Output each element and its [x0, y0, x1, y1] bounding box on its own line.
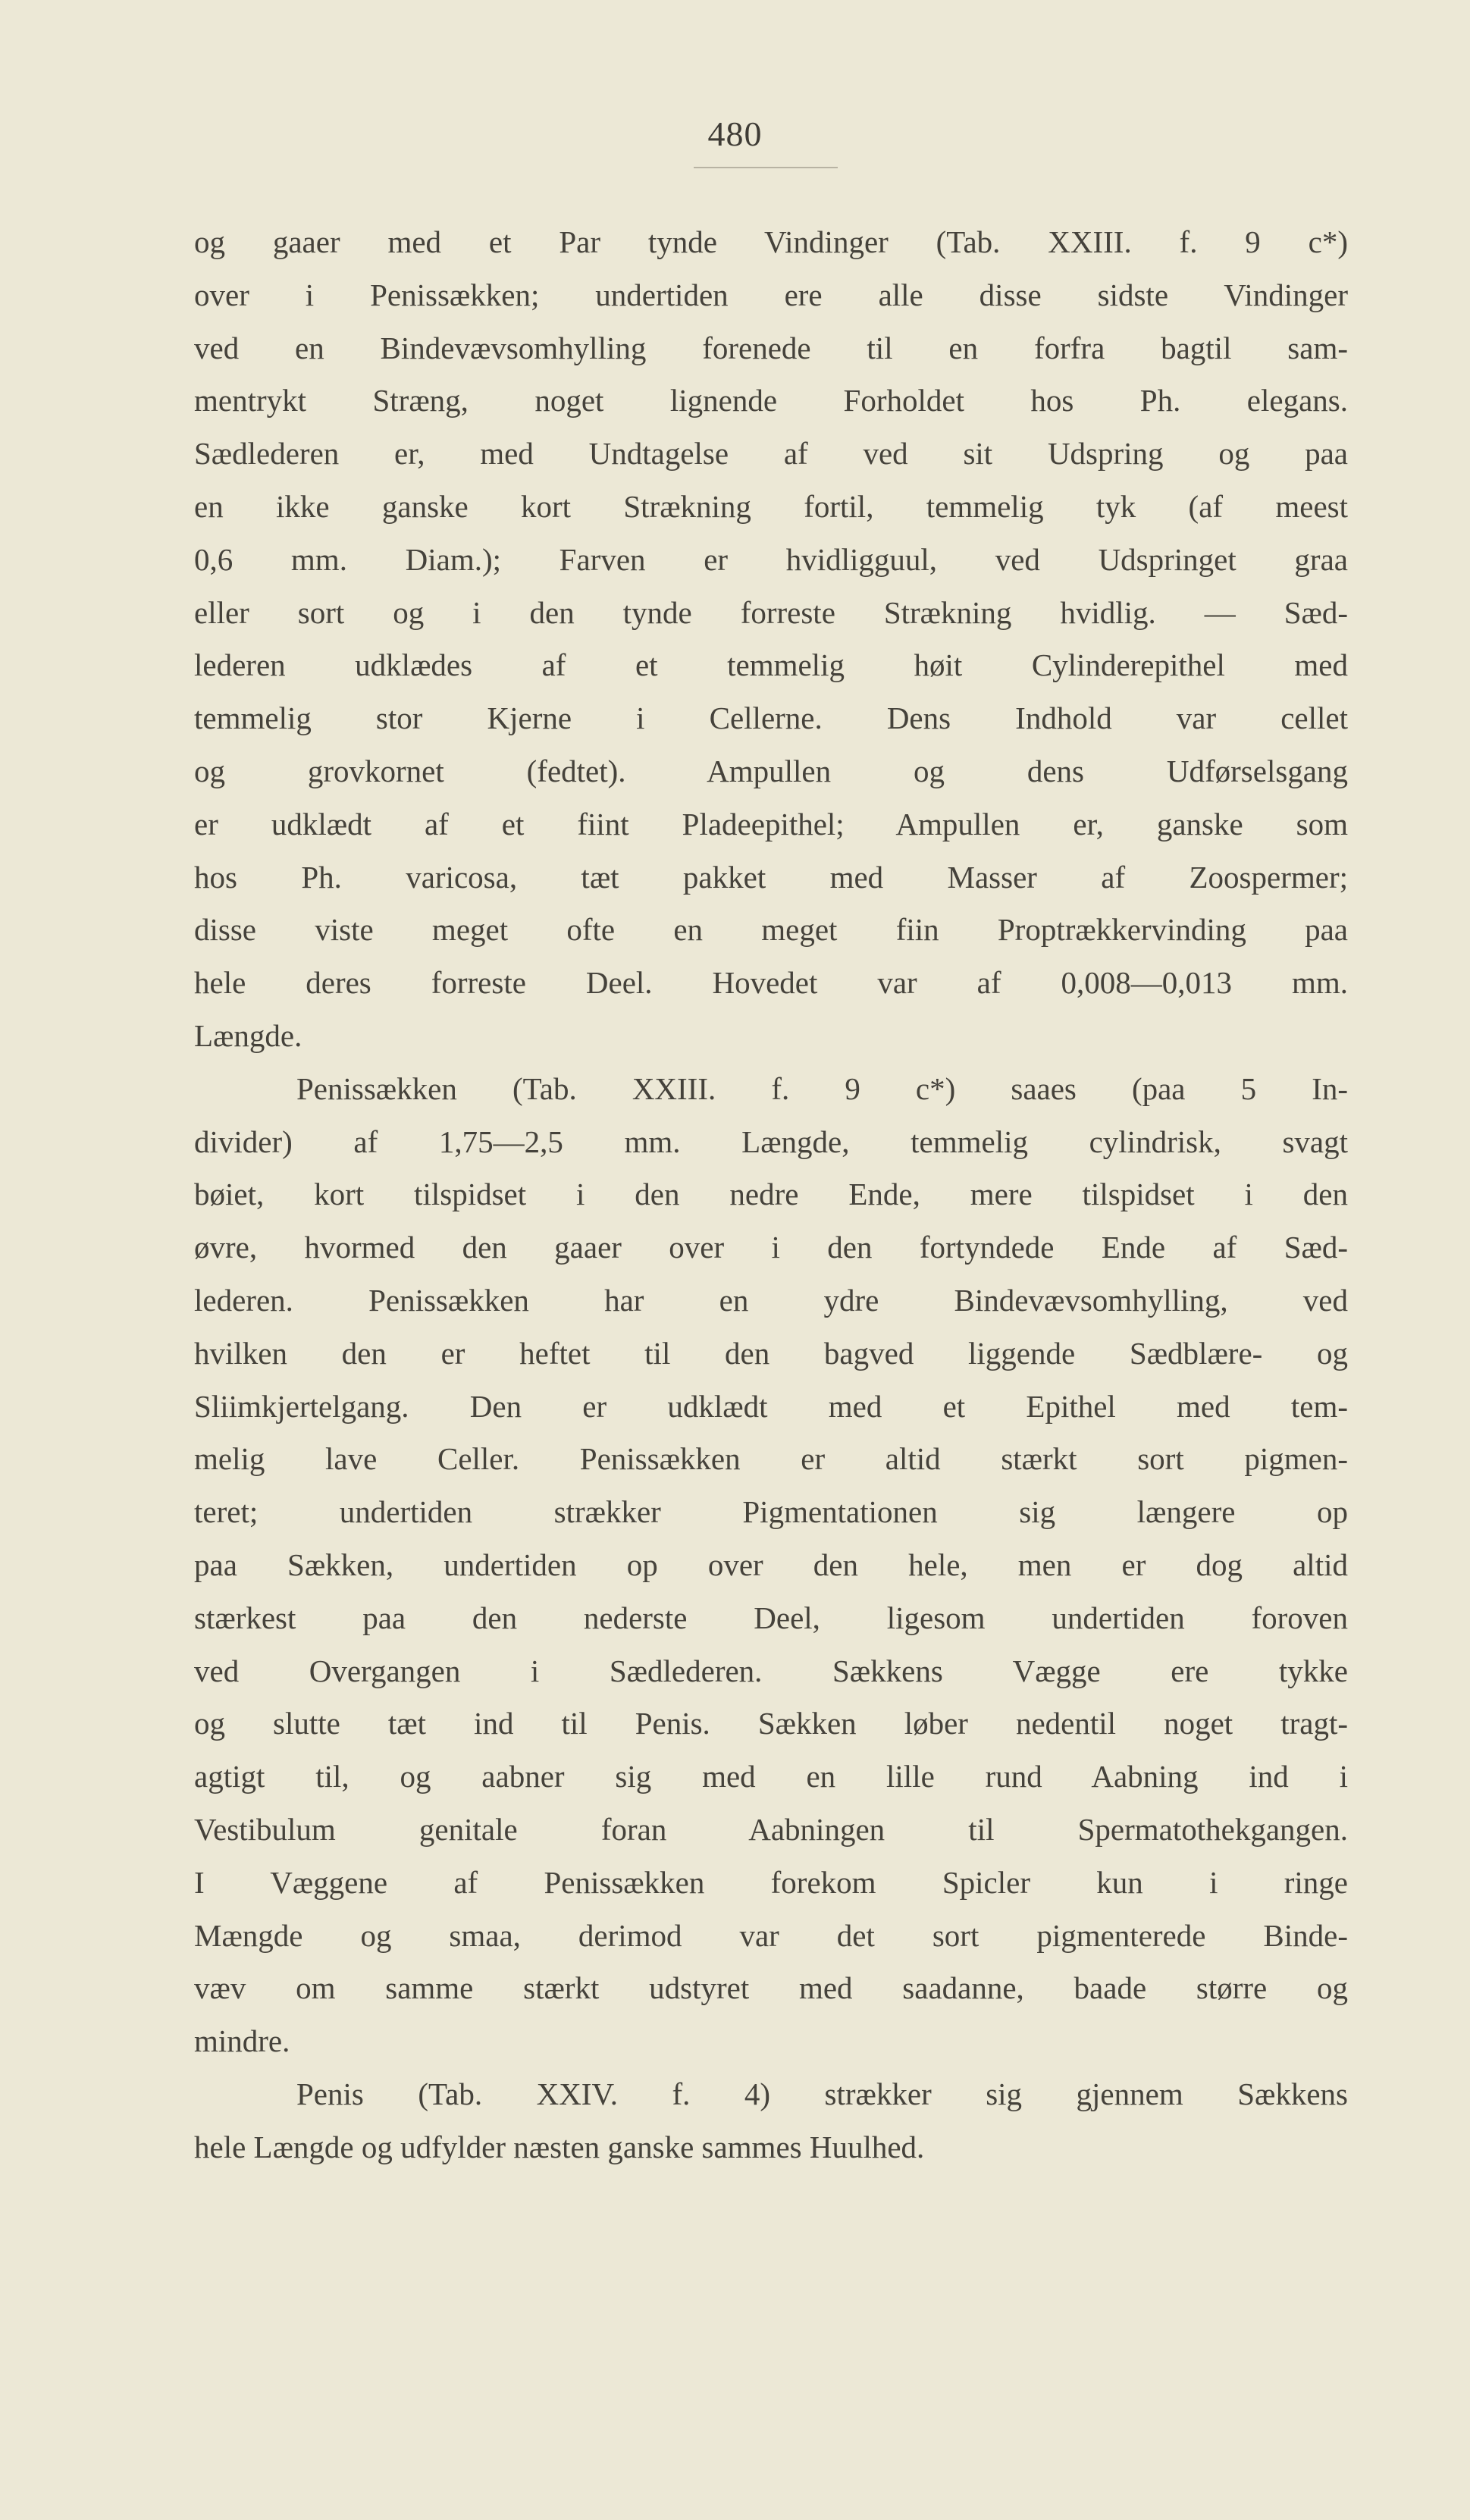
text-line: Sædlederen er, med Undtagelse af ved sit Udspring og paa	[194, 436, 1348, 472]
text-line: temmelig stor Kjerne i Cellerne. Dens Indhold var cellet	[194, 701, 1348, 736]
text-line: mindre.	[194, 2023, 290, 2059]
text-line: bøiet, kort tilspidset i den nedre Ende, mere tilspidset i den	[194, 1177, 1348, 1212]
text-line: stærkest paa den nederste Deel, ligesom undertiden foroven	[194, 1600, 1348, 1635]
text-line: hele deres forreste Deel. Hovedet var af 0,008—0,013 mm.	[194, 965, 1348, 1001]
text-line: melig lave Celler. Penissækken er altid stærkt sort pigmen-	[194, 1441, 1348, 1477]
text-line: agtigt til, og aabner sig med en lille rund Aabning ind i	[194, 1759, 1348, 1794]
text-line: væv om samme stærkt udstyret med saadanne, baade større og	[194, 1970, 1348, 2006]
header-rule	[694, 167, 838, 168]
text-line: ved en Bindevævsomhylling forenede til en forfra bagtil sam-	[194, 330, 1348, 365]
text-line: Vestibulum genitale foran Aabningen til Spermatothekgangen.	[194, 1811, 1348, 1847]
text-line: og slutte tæt ind til Penis. Sækken løber nedentil noget tragt-	[194, 1706, 1348, 1741]
text-line: eller sort og i den tynde forreste Strækning hvidlig. — Sæd-	[194, 594, 1348, 630]
text-line: er udklædt af et fiint Pladeepithel; Ampullen er, ganske som	[194, 806, 1348, 842]
text-line: teret; undertiden strækker Pigmentationen sig længere op	[194, 1494, 1348, 1530]
text-line: og grovkornet (fedtet). Ampullen og dens Udførselsgang	[194, 753, 1348, 788]
paragraph-start-line: Penis (Tab. XXIV. f. 4) strækker sig gjennem Sækkens	[296, 2076, 1348, 2111]
body-text	[194, 216, 1348, 2174]
text-line: 0,6 mm. Diam.); Farven er hvidligguul, ved Udspringet graa	[194, 541, 1348, 577]
text-line: hele Længde og udfylder næsten ganske sammes Huulhed.	[194, 2129, 925, 2164]
text-line: mentrykt Stræng, noget lignende Forholdet hos Ph. elegans.	[194, 383, 1348, 418]
text-line: ved Overgangen i Sædlederen. Sækkens Vægge ere tykke	[194, 1653, 1348, 1688]
text-line: Mængde og smaa, derimod var det sort pigmenterede Binde-	[194, 1917, 1348, 1953]
text-line: Længde.	[194, 1017, 302, 1053]
text-line: øvre, hvormed den gaaer over i den fortyndede Ende af Sæd-	[194, 1230, 1348, 1265]
text-line: over i Penissækken; undertiden ere alle disse sidste Vindinger	[194, 277, 1348, 312]
text-line: divider) af 1,75—2,5 mm. Længde, temmelig cylindrisk, svagt	[194, 1124, 1348, 1159]
text-line: lederen. Penissækken har en ydre Bindevævsomhylling, ved	[194, 1282, 1348, 1318]
text-line: I Væggene af Penissækken forekom Spicler kun i ringe	[194, 1864, 1348, 1900]
text-line: hvilken den er heftet til den bagved liggende Sædblære- og	[194, 1335, 1348, 1371]
page-number: 480	[707, 114, 763, 153]
text-line: lederen udklædes af et temmelig høit Cylinderepithel med	[194, 647, 1348, 683]
text-line: paa Sækken, undertiden op over den hele, men er dog altid	[194, 1547, 1348, 1582]
text-line: disse viste meget ofte en meget fiin Proptrækkervinding paa	[194, 912, 1348, 948]
text-line: Sliimkjertelgang. Den er udklædt med et Epithel med tem-	[194, 1388, 1348, 1424]
text-line: hos Ph. varicosa, tæt pakket med Masser af Zoospermer;	[194, 859, 1348, 895]
text-line: og gaaer med et Par tynde Vindinger (Tab. XXIII. f. 9 c*)	[194, 224, 1348, 259]
paragraph-start-line: Penissækken (Tab. XXIII. f. 9 c*) saaes (paa 5 In-	[296, 1070, 1348, 1106]
text-line: en ikke ganske kort Strækning fortil, temmelig tyk (af meest	[194, 488, 1348, 524]
